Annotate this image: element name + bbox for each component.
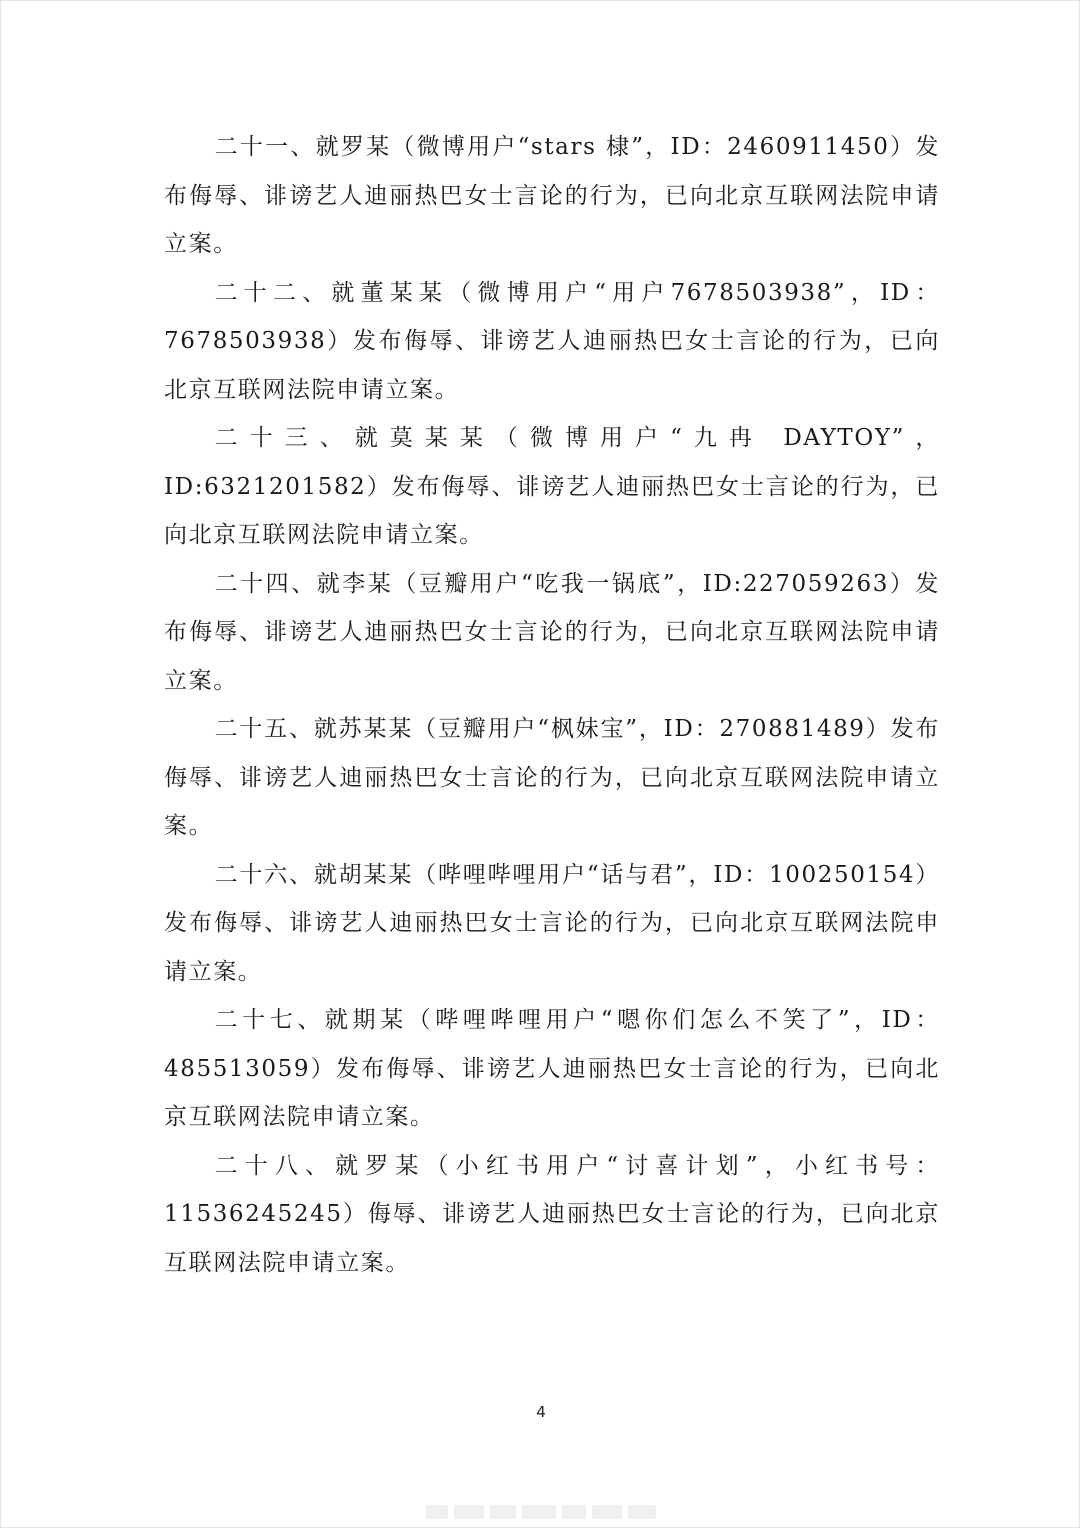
page-number: 4 — [536, 1403, 546, 1421]
paragraph-23: 二十三、就莫某某（微博用户“九冉 DAYTOY”，ID:6321201582）发布侮辱、诽谤艺人迪丽热巴女士言论的行为，已向北京互联网法院申请立案。 — [164, 425, 940, 548]
paragraph-22: 二十二、就董某某（微博用户“用户7678503938”，ID：7678503938）发布侮辱、诽谤艺人迪丽热巴女士言论的行为，已向北京互联网法院申请立案。 — [164, 279, 940, 403]
paragraph-28: 二十八、就罗某（小红书用户“讨喜计划”，小红书号：11536245245）侮辱、诽谤艺人迪丽热巴女士言论的行为，已向北京互联网法院申请立案。 — [164, 1152, 940, 1276]
paragraph-27: 二十七、就期某（哔哩哔哩用户“嗯你们怎么不笑了”，ID：485513059）发布侮辱、诽谤艺人迪丽热巴女士言论的行为，已向北京互联网法院申请立案。 — [164, 1007, 940, 1130]
blurred-watermark — [421, 1504, 661, 1520]
document-body — [164, 123, 940, 1287]
paragraph-25: 二十五、就苏某某（豆瓣用户“枫妹宝”，ID：270881489）发布侮辱、诽谤艺人迪丽热巴女士言论的行为，已向北京互联网法院申请立案。 — [164, 716, 940, 839]
paragraph-26: 二十六、就胡某某（哔哩哔哩用户“话与君”，ID：100250154）发布侮辱、诽谤艺人迪丽热巴女士言论的行为，已向北京互联网法院申请立案。 — [164, 861, 940, 985]
paragraph-21: 二十一、就罗某（微博用户“stars 棣”，ID：2460911450）发布侮辱、诽谤艺人迪丽热巴女士言论的行为，已向北京互联网法院申请立案。 — [164, 134, 940, 257]
paragraph-24: 二十四、就李某（豆瓣用户“吃我一锅底”，ID:227059263）发布侮辱、诽谤艺人迪丽热巴女士言论的行为，已向北京互联网法院申请立案。 — [164, 570, 940, 694]
